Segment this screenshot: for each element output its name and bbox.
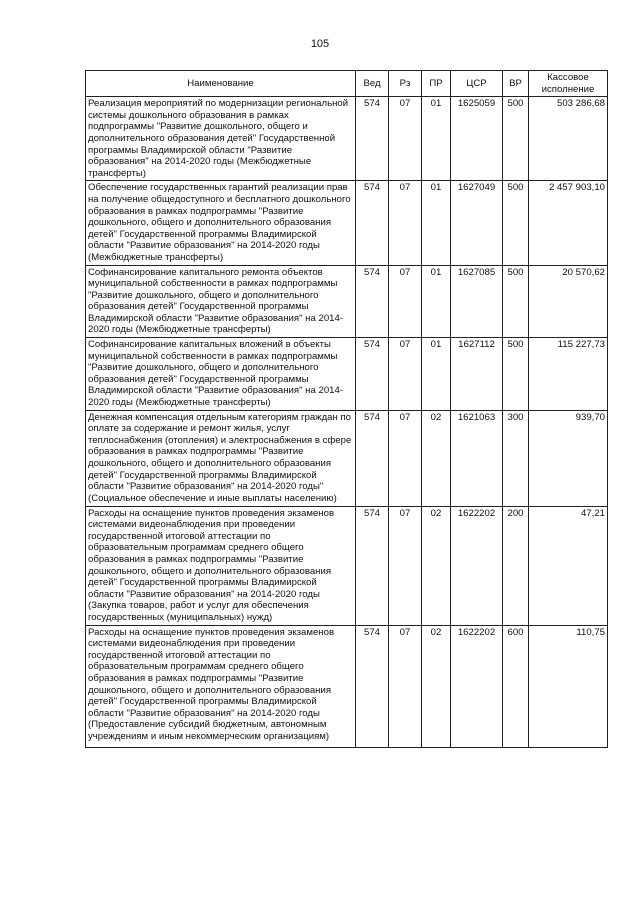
row-vr: 200 — [503, 506, 529, 625]
row-ved: 574 — [356, 97, 389, 181]
row-amount: 503 286,68 — [529, 97, 608, 181]
table-row — [86, 625, 608, 747]
row-pr: 01 — [422, 97, 451, 181]
header-rz: Рз — [389, 71, 422, 97]
row-amount: 20 570,62 — [529, 265, 608, 338]
row-ved: 574 — [356, 410, 389, 506]
row-csr: 1625059 — [451, 97, 503, 181]
row-pr: 02 — [422, 506, 451, 625]
row-amount: 47,21 — [529, 506, 608, 625]
row-rz: 07 — [389, 625, 422, 747]
row-ved: 574 — [356, 506, 389, 625]
row-vr: 500 — [503, 338, 529, 411]
row-ved: 574 — [356, 265, 389, 338]
row-ved: 574 — [356, 625, 389, 747]
row-vr: 600 — [503, 625, 529, 747]
row-csr: 1622202 — [451, 625, 503, 747]
table-row — [86, 338, 608, 411]
row-name: Реализация мероприятий по модернизации региональной системы дошкольного образования в рамках подпрограммы "Развитие дошкольного, общего и дополнительного образования детей" Государственной программы Владимирской области "Развитие образования" на 2014-2020 годы (Межбюджетные трансферты) — [86, 97, 356, 181]
header-pr: ПР — [422, 71, 451, 97]
row-rz: 07 — [389, 181, 422, 265]
row-csr: 1627112 — [451, 338, 503, 411]
row-pr: 01 — [422, 338, 451, 411]
row-name: Денежная компенсация отдельным категориям граждан по оплате за содержание и ремонт жилья, услуг теплоснабжения (отопления) и электроснабжения в сфере образования в рамках подпрограммы "Развитие дошкольного, общего и дополнительного образования детей" Государственной программы Владимирской области "Развитие образования" на 2014-2020 годы" (Социальное обеспечение и иные выплаты населению) — [86, 410, 356, 506]
row-vr: 500 — [503, 181, 529, 265]
row-name: Расходы на оснащение пунктов проведения экзаменов системами видеонаблюдения при проведении государственной итоговой аттестации по образовательным программам среднего общего образования в рамках подпрограммы "Развитие дошкольного, общего и дополнительного образования детей" Государственной программы Владимирской области "Развитие образования" на 2014-2020 годы (Закупка товаров, работ и услуг для обеспечения государственных (муниципальных) нужд) — [86, 506, 356, 625]
row-amount: 110,75 — [529, 625, 608, 747]
header-name: Наименование — [86, 71, 356, 97]
row-rz: 07 — [389, 97, 422, 181]
table-row — [86, 265, 608, 338]
row-rz: 07 — [389, 410, 422, 506]
row-rz: 07 — [389, 338, 422, 411]
row-rz: 07 — [389, 265, 422, 338]
row-rz: 07 — [389, 506, 422, 625]
row-name: Софинансирование капитального ремонта объектов муниципальной собственности в рамках подпрограммы "Развитие дошкольного, общего и дополнительного образования детей" Государственной программы Владимирской области "Развитие образования" на 2014-2020 годы (Межбюджетные трансферты) — [86, 265, 356, 338]
header-csr: ЦСР — [451, 71, 503, 97]
row-vr: 500 — [503, 97, 529, 181]
row-pr: 02 — [422, 625, 451, 747]
row-ved: 574 — [356, 181, 389, 265]
header-vr: ВР — [503, 71, 529, 97]
table-header-row — [86, 71, 608, 97]
row-vr: 300 — [503, 410, 529, 506]
header-kassovoe: Кассовое исполнение — [529, 71, 608, 97]
budget-execution-table — [85, 70, 608, 748]
row-amount: 2 457 903,10 — [529, 181, 608, 265]
row-csr: 1627085 — [451, 265, 503, 338]
page-number: 105 — [310, 38, 330, 50]
table-row — [86, 97, 608, 181]
row-csr: 1622202 — [451, 506, 503, 625]
row-pr: 01 — [422, 265, 451, 338]
row-amount: 939,70 — [529, 410, 608, 506]
row-name: Софинансирование капитальных вложений в объекты муниципальной собственности в рамках подпрограммы "Развитие дошкольного, общего и дополнительного образования детей" Государственной программы Владимирской области "Развитие образования" на 2014-2020 годы (Межбюджетные трансферты) — [86, 338, 356, 411]
row-vr: 500 — [503, 265, 529, 338]
table-row — [86, 181, 608, 265]
row-ved: 574 — [356, 338, 389, 411]
row-name: Обеспечение государственных гарантий реализации прав на получение общедоступного и бесплатного дошкольного образования в рамках подпрограммы "Развитие дошкольного, общего и дополнительного образования детей" Государственной программы Владимирской области "Развитие образования" на 2014-2020 годы (Межбюджетные трансферты) — [86, 181, 356, 265]
row-csr: 1627049 — [451, 181, 503, 265]
row-pr: 02 — [422, 410, 451, 506]
row-name: Расходы на оснащение пунктов проведения экзаменов системами видеонаблюдения при проведении государственной итоговой аттестации по образовательным программам среднего общего образования в рамках подпрограммы "Развитие дошкольного, общего и дополнительного образования детей" Государственной программы Владимирской области "Развитие образования" на 2014-2020 годы (Предоставление субсидий бюджетным, автономным учреждениям и иным некоммерческим организациям) — [86, 625, 356, 747]
row-pr: 01 — [422, 181, 451, 265]
header-ved: Вед — [356, 71, 389, 97]
table-row — [86, 410, 608, 506]
table-row — [86, 506, 608, 625]
row-csr: 1621063 — [451, 410, 503, 506]
row-amount: 115 227,73 — [529, 338, 608, 411]
